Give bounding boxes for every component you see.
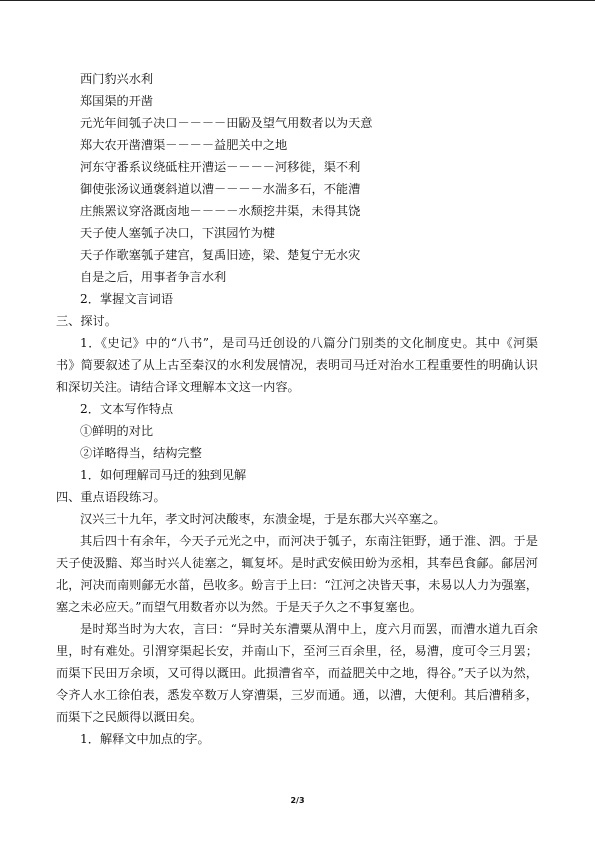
feature-item: ②详略得当，结构完整	[80, 446, 202, 460]
section-heading-discussion: 三、探讨。	[56, 314, 117, 328]
page-number: 2/3	[290, 796, 305, 805]
insight-item: 1．如何理解司马迁的独到见解	[80, 468, 247, 482]
passage-paragraph: 是时郑当时为大农，言曰：“异时关东漕粟从渭中上，度六月而罢，而漕水道九百余里，时有难处。引渭穿渠起长安，并南山下，至河三百余里，径，易漕，度可令三月罢；而渠下民田万余顷，又可得以溉田。此损漕省卒，而益肥关中之地，得谷。”天子以为然，令齐人水工徐伯表，悉发卒数万人穿漕渠，三岁而通。通，以漕，大便利。其后漕稍多，而渠下之民颇得以溉田矣。	[56, 622, 538, 724]
vocab-item: 2．掌握文言词语	[80, 292, 174, 306]
outline-line: 庄熊罴议穿洛溉卤地－－－－水颓挖井渠，未得其饶	[80, 204, 361, 218]
feature-item: ①鲜明的对比	[80, 424, 154, 438]
outline-line: 御使张汤议通褒斜道以漕－－－－水湍多石，不能漕	[80, 182, 361, 196]
exercise-item: 1．解释文中加点的字。	[80, 732, 210, 746]
discussion-paragraph: 1．《史记》中的“八书”，是司马迁创设的八篇分门别类的文化制度史。其中《河渠书》简要叙述了从上古至秦汉的水利发展情况，表明司马迁对治水工程重要性的明确认识和深切关注。请结合译文理解本文这一内容。	[56, 336, 538, 394]
page-top-border	[0, 0, 595, 1]
passage-paragraph: 汉兴三十九年，孝文时河决酸枣，东溃金堤，于是东郡大兴卒塞之。	[80, 512, 446, 526]
outline-line: 西门豹兴水利	[80, 72, 154, 86]
document-body	[56, 68, 538, 750]
passage-paragraph: 其后四十有余年，今天子元光之中，而河决于瓠子，东南注钜野，通于淮、泗。于是天子使汲黯、郑当时兴人徒塞之，辄复坏。是时武安候田蚡为丞相，其奉邑食鄃。鄃居河北，河决而南则鄃无水菑，邑收多。蚡言于上曰：“江河之决皆天事，未易以人力为强塞，塞之未必应天。”而望气用数者亦以为然。于是天子久之不事复塞也。	[56, 534, 538, 614]
outline-line: 郑国渠的开凿	[80, 94, 154, 108]
outline-line: 天子使人塞瓠子决口，下淇园竹为楗	[80, 226, 275, 240]
outline-line: 自是之后，用事者争言水利	[80, 270, 227, 284]
section-heading-exercise: 四、重点语段练习。	[56, 490, 166, 504]
outline-line: 河东守番系议绕砥柱开漕运－－－－河移徙，渠不利	[80, 160, 361, 174]
outline-line: 天子作歌塞瓠子建宫，复禹旧迹，梁、楚复宁无水灾	[80, 248, 361, 262]
writing-features-item: 2．文本写作特点	[80, 402, 174, 416]
outline-line: 元光年间瓠子决口－－－－田鼢及望气用数者以为天意	[80, 116, 373, 130]
outline-line: 郑大农开凿漕渠－－－－益肥关中之地	[80, 138, 288, 152]
